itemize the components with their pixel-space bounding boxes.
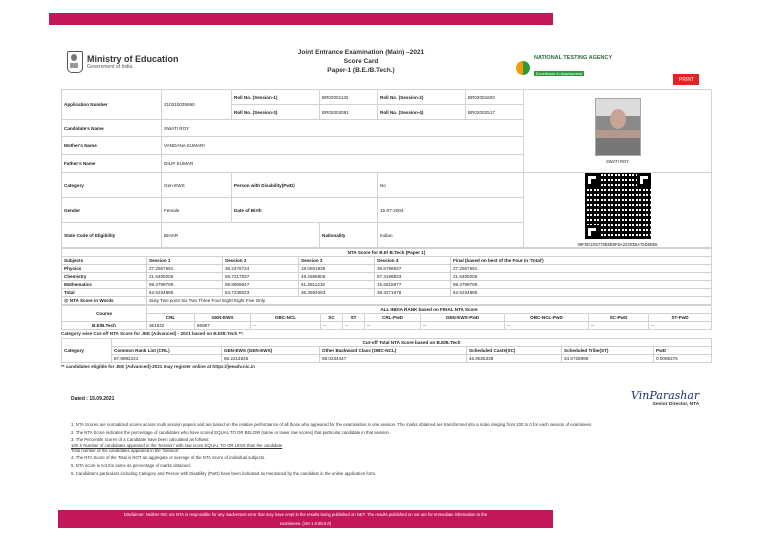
score-cell: 62.6234885 bbox=[451, 289, 712, 297]
notes-list bbox=[71, 421, 701, 478]
roll2-label: Roll No. (Session-2) bbox=[378, 90, 466, 105]
cutoff-cell: 87.8992241 bbox=[112, 355, 222, 363]
score-cell: 62.6234885 bbox=[147, 289, 223, 297]
cutoff-cell: 0.0096375 bbox=[654, 355, 712, 363]
category-value: Gen-EWS bbox=[162, 173, 232, 198]
rank-header: SC bbox=[321, 314, 343, 322]
score-cell: 56.7217537 bbox=[223, 273, 299, 281]
qr-cell bbox=[524, 173, 712, 248]
score-cell: 98.4799799 bbox=[147, 281, 223, 289]
qr-id: 09F8D1D5776B5B9F6A22303BA75D5B55 bbox=[577, 242, 658, 247]
score-cell: 54.7248023 bbox=[223, 289, 299, 297]
score-header: Subjects bbox=[62, 257, 147, 265]
state-label: State Code of Eligibility bbox=[62, 223, 162, 248]
rank-cell: -- bbox=[321, 322, 343, 330]
score-words: Sixty Two point Six Two Three Four Eight Eight Five Only bbox=[147, 297, 712, 305]
dob-value: 15-07-2004 bbox=[378, 198, 524, 223]
state-value: BIHAR bbox=[162, 223, 320, 248]
category-label: Category bbox=[62, 173, 162, 198]
pwd-value: No bbox=[378, 173, 524, 198]
note-item: 1. NTA Scores are normalized scores across multi session papers and are based on the relative performance of all those who appeared for the examination in one session. The marks obtained are transformed into a scale ranging from 100 to 0 for each session of examinees. bbox=[71, 422, 593, 427]
nta-logo bbox=[516, 55, 612, 80]
cutoff-header: Common Rank List (CRL) bbox=[112, 347, 222, 355]
title-line-3: Paper-1 (B.E./B.Tech.) bbox=[327, 67, 395, 74]
score-cell: 98.4799799 bbox=[451, 281, 712, 289]
rank-table-title: ALL INDIA RANK based on FINAL NTA Score bbox=[147, 306, 712, 314]
score-header: Session 4 bbox=[375, 257, 451, 265]
disclaimer-line-1: Disclaimer: Neither NIC nor NTA is responsible for any inadvertent error that may have crept in the results being published on NET. The results published on net are for Immediate information to the bbox=[123, 512, 488, 517]
cutoff-cell: 66.2214845 bbox=[222, 355, 320, 363]
gender-value: Female bbox=[162, 198, 232, 223]
mother-label: Mother's Name bbox=[62, 137, 162, 155]
score-table-title: NTA Score for B.E/ B.Tech (Paper 1) bbox=[62, 249, 712, 257]
score-words-label: @ NTA Score in Words bbox=[62, 297, 147, 305]
signature: VinParashar bbox=[631, 389, 700, 402]
cutoff-header: Other Backward Class (OBC-NCL) bbox=[320, 347, 467, 355]
print-button[interactable]: PRINT bbox=[673, 74, 699, 85]
score-cell: 61.2811416 bbox=[299, 281, 375, 289]
father-label: Father's Name bbox=[62, 155, 162, 173]
gender-label: Gender bbox=[62, 198, 162, 223]
rank-header: OBC-NCL-PwD bbox=[505, 314, 589, 322]
table-row bbox=[62, 281, 712, 289]
cutoff-table bbox=[61, 338, 712, 363]
rank-cell: -- bbox=[505, 322, 589, 330]
signatory-title: Senior Director, NTA bbox=[652, 402, 700, 407]
roll4-value: BR02002517 bbox=[466, 105, 524, 120]
ministry-sub: Government of India bbox=[87, 64, 133, 70]
disclaimer-line-2: examinees. (Ver 1.0.80.0.0) bbox=[279, 521, 332, 526]
title-line-1: Joint Entrance Examination (Main) –2021 bbox=[297, 49, 425, 56]
note-item: 3. The Percentile scores of a Candidate have been calculated as follows: bbox=[71, 437, 210, 442]
page-title bbox=[291, 48, 431, 75]
note-item: 2. The NTA Score indicates the percentage of candidates who have scored EQUAL TO OR BELOW (same or lower raw scores) that particular candidate in that session. bbox=[71, 430, 391, 435]
cutoff-row-label: Category bbox=[62, 339, 112, 363]
cutoff-caption: Category wise Cut-off NTA Score for JEE (Advanced) - 2021 based on B.E/B.Tech **: bbox=[61, 331, 244, 336]
score-cell: 15.6515977 bbox=[375, 281, 451, 289]
score-header: Session 3 bbox=[299, 257, 375, 265]
score-cell: 18.0501836 bbox=[299, 265, 375, 273]
rank-cell: -- bbox=[343, 322, 365, 330]
candidate-photo bbox=[595, 98, 641, 156]
application-number-label: Application Number bbox=[62, 90, 162, 120]
note-item: Total number of the candidates appeared in the 'Session' bbox=[71, 448, 179, 453]
table-row bbox=[62, 322, 712, 330]
table-row bbox=[62, 289, 712, 297]
score-cell: 67.3199833 bbox=[375, 273, 451, 281]
rank-header: Course bbox=[62, 306, 147, 322]
cutoff-cell: 46.8825338 bbox=[467, 355, 562, 363]
title-line-2: Score Card bbox=[343, 58, 379, 65]
note-item: 6. Candidate's particulars including Category and Person with Disability (PwD) have been indicated as mentioned by the candidate in the online application form. bbox=[71, 471, 377, 476]
roll1-value: BR02001132 bbox=[320, 90, 378, 105]
rank-cell: 361842 bbox=[147, 322, 195, 330]
cutoff-table-title: Cut-off Total NTA Score based on B.E/B.Tech bbox=[112, 339, 712, 347]
cutoff-note: ** candidates eligible for JEE (Advanced)-2021 may register online at https://jeeadv.nic.in bbox=[61, 364, 255, 369]
candidate-table bbox=[61, 89, 712, 248]
table-row bbox=[62, 355, 712, 363]
rank-header: CRL-PwD bbox=[365, 314, 421, 322]
roll3-value: BR02003091 bbox=[320, 105, 378, 120]
score-header: Session 2 bbox=[223, 257, 299, 265]
score-cell: 21.6408205 bbox=[147, 273, 223, 281]
pwd-label: Person with Disability(PwD) bbox=[232, 173, 378, 198]
cutoff-header: Scheduled Tribe(ST) bbox=[562, 347, 654, 355]
table-row bbox=[62, 265, 712, 273]
roll3-label: Roll No. (Session-3) bbox=[232, 105, 320, 120]
score-cell: 27.2567591 bbox=[451, 265, 712, 273]
rank-cell: -- bbox=[589, 322, 649, 330]
rank-header: GEN-EWS bbox=[195, 314, 251, 322]
score-cell: 21.6408205 bbox=[451, 273, 712, 281]
rank-header: CRL bbox=[147, 314, 195, 322]
rank-header: OBC-NCL bbox=[251, 314, 321, 322]
table-row bbox=[62, 273, 712, 281]
top-bar bbox=[49, 13, 553, 25]
rank-table bbox=[61, 305, 712, 330]
score-cell: 38.3271978 bbox=[375, 289, 451, 297]
rank-cell: -- bbox=[649, 322, 712, 330]
note-item: 4. The NTA Score of the Total is NOT an aggregate or average of the NTA Score of individual subjects. bbox=[71, 455, 266, 460]
cutoff-header: GEN-EWS (GEN-EWS) bbox=[222, 347, 320, 355]
rank-header: GEN-EWS-PwD bbox=[421, 314, 505, 322]
rank-cell: -- bbox=[421, 322, 505, 330]
ministry-name: Ministry of Education bbox=[87, 54, 179, 64]
father-name: DILIP KUMAR bbox=[162, 155, 524, 173]
cutoff-header: Scheduled Caste(SC) bbox=[467, 347, 562, 355]
subject-cell: Chemistry bbox=[62, 273, 147, 281]
score-header: Session 1 bbox=[147, 257, 223, 265]
photo-cell bbox=[524, 90, 712, 173]
rank-header: ST bbox=[343, 314, 365, 322]
nta-name: NATIONAL TESTING AGENCY bbox=[534, 55, 613, 61]
name-label: Candidate's Name bbox=[62, 120, 162, 137]
score-cell: 69.8909847 bbox=[223, 281, 299, 289]
rank-header: ST-PwD bbox=[649, 314, 712, 322]
note-item: 5. NTA score is not the same as percentage of marks obtained. bbox=[71, 463, 191, 468]
dob-label: Date of Birth bbox=[232, 198, 378, 223]
disclaimer-bar bbox=[58, 510, 553, 528]
roll1-label: Roll No. (Session-1) bbox=[232, 90, 320, 105]
nta-sub: Excellence in Assessment bbox=[536, 71, 583, 76]
nationality-value: Indian bbox=[378, 223, 524, 248]
rank-header: SC-PwD bbox=[589, 314, 649, 322]
note-item: 100 X Number of candidates appeared in the 'Session' with raw score EQUAL TO OR LESS than the candidate bbox=[71, 443, 283, 448]
candidate-name: SWATI ROY bbox=[162, 120, 524, 137]
nationality-label: Nationality bbox=[320, 223, 378, 248]
application-number: 210310035590 bbox=[162, 90, 232, 120]
score-table bbox=[61, 248, 712, 305]
photo-caption: SWATI ROY bbox=[605, 159, 630, 164]
nta-logo-icon bbox=[516, 61, 530, 75]
roll4-label: Roll No. (Session-4) bbox=[378, 105, 466, 120]
mother-name: VANDANA KUMARI bbox=[162, 137, 524, 155]
dated-text: Dated : 15.09.2021 bbox=[71, 396, 115, 402]
subject-cell: Physics bbox=[62, 265, 147, 273]
qr-code bbox=[585, 173, 651, 239]
subject-cell: Total bbox=[62, 289, 147, 297]
rank-cell: -- bbox=[365, 322, 421, 330]
score-header: Final (based on best of the Four in 'Total') bbox=[451, 257, 712, 265]
rank-cell: -- bbox=[251, 322, 321, 330]
ministry-logo bbox=[67, 51, 179, 73]
score-cell: 35.2476724 bbox=[223, 265, 299, 273]
rank-cell: 65987 bbox=[195, 322, 251, 330]
score-card bbox=[61, 41, 711, 511]
rank-cell: B.E/B.Tech bbox=[62, 322, 147, 330]
emblem-icon bbox=[67, 51, 83, 73]
score-cell: 27.2567591 bbox=[147, 265, 223, 273]
signature-block bbox=[631, 389, 699, 407]
score-cell: 36.3592083 bbox=[299, 289, 375, 297]
header bbox=[61, 41, 711, 89]
cutoff-cell: 34.6728999 bbox=[562, 355, 654, 363]
cutoff-header: PwD bbox=[654, 347, 712, 355]
roll2-value: BR02001603 bbox=[466, 90, 524, 105]
score-cell: 36.6796937 bbox=[375, 265, 451, 273]
cutoff-cell: 68.0234447 bbox=[320, 355, 467, 363]
subject-cell: Mathematics bbox=[62, 281, 147, 289]
score-cell: 49.2585806 bbox=[299, 273, 375, 281]
